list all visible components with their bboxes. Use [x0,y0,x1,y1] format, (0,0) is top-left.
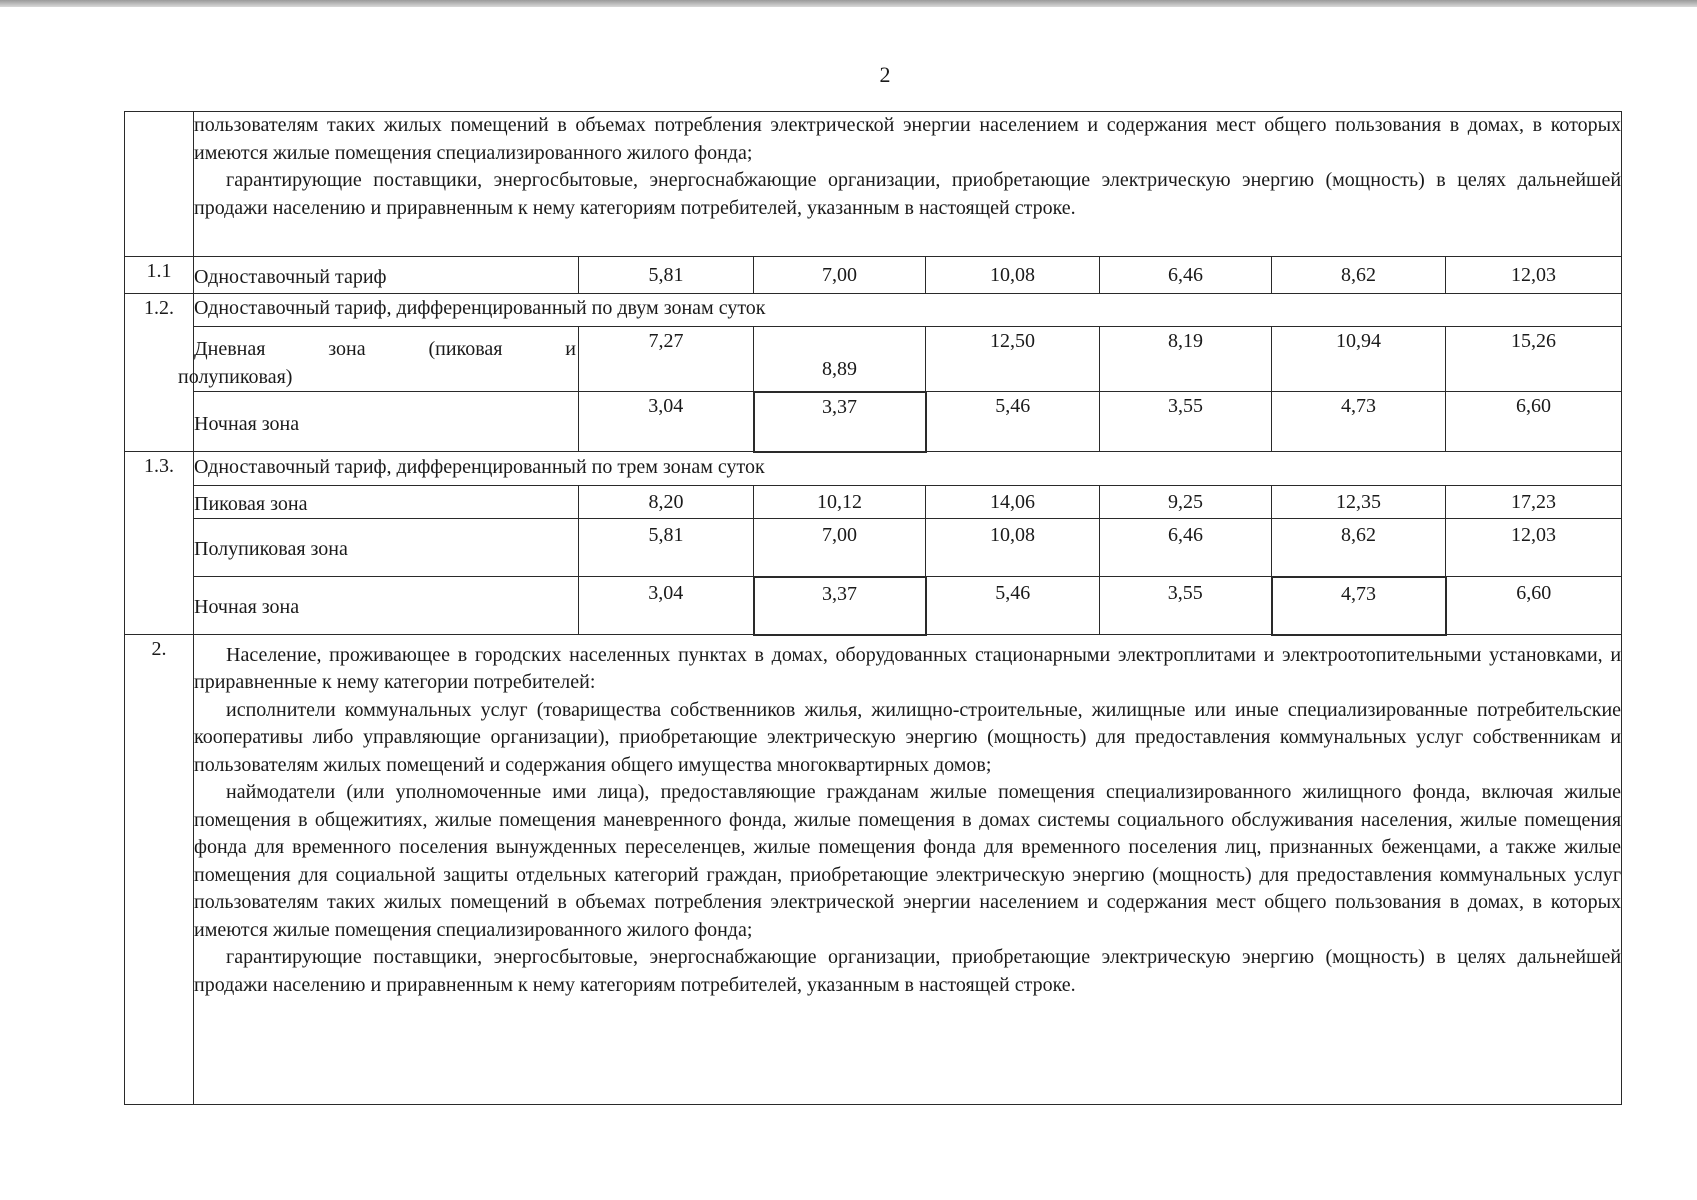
row-number: 1.2. [125,294,194,452]
section-title: Одноставочный тариф, дифференцированный по двум зонам суток [194,294,1622,327]
tariff-value: 10,94 [1272,327,1446,392]
table-row [125,112,1622,257]
tariff-value: 6,46 [1100,257,1272,294]
tariff-value: 12,03 [1446,519,1622,577]
tariff-value [754,327,926,392]
tariff-value: 5,81 [579,519,754,577]
row-number: 1.1 [125,257,194,294]
row-description [194,635,1622,1105]
tariff-value: 15,26 [1446,327,1622,392]
table-row [125,452,1622,486]
tariff-value: 12,03 [1446,257,1622,294]
page-number: 2 [879,62,891,87]
row-label: Пиковая зона [194,486,579,519]
tariff-value-text: 8,89 [822,358,857,380]
paragraph: Население, проживающее в городских населенных пунктах в домах, оборудованных стационарными электроплитами и электроотопительными установками, и приравненные к нему категории потребителей: [194,643,1622,693]
row-label: Ночная зона [194,577,579,635]
tariff-value: 3,04 [579,392,754,452]
label-word: Дневная [194,338,266,360]
label-word: зона [328,338,366,360]
row-number-empty [125,112,194,257]
tariff-table [124,111,1622,1105]
paragraph: гарантирующие поставщики, энергосбытовые, энергоснабжающие организации, приобретающие электрическую энергию (мощность) в целях дальнейшей продажи населению и приравненным к нему категориям потребителей, указанным в настоящей строке. [194,169,1622,219]
tariff-value: 7,27 [579,327,754,392]
table-row [125,257,1622,294]
row-description [194,112,1622,257]
tariff-value: 10,08 [926,257,1100,294]
paragraph: исполнители коммунальных услуг (товарищества собственников жилья, жилищно-строительные, жилищные или иные специализированные потребительские кооперативы либо управляющие организации), приобретающие электрическую энергию (мощность) для предоставления коммунальных услуг собственникам и пользователям жилых помещений и содержания общего имущества многоквартирных домов; [194,698,1622,776]
tariff-value: 10,12 [754,486,926,519]
tariff-value: 17,23 [1446,486,1622,519]
tariff-value: 6,60 [1446,577,1622,635]
row-label [178,327,579,392]
table-row [125,294,1622,327]
tariff-value: 3,37 [754,577,926,635]
tariff-value: 5,81 [579,257,754,294]
tariff-value: 6,60 [1446,392,1622,452]
tariff-value: 6,46 [1100,519,1272,577]
tariff-value: 10,08 [926,519,1100,577]
tariff-value: 9,25 [1100,486,1272,519]
paragraph: гарантирующие поставщики, энергосбытовые, энергоснабжающие организации, приобретающие электрическую энергию (мощность) в целях дальнейшей продажи населению и приравненным к нему категориям потребителей, указанным в настоящей строке. [194,946,1622,996]
tariff-value: 7,00 [754,257,926,294]
tariff-value: 7,00 [754,519,926,577]
paragraph: наймодатели (или уполномоченные ими лица), предоставляющие гражданам жилые помещения специализированного жилищного фонда, включая жилые помещения в общежитиях, жилые помещения маневренного фонда, жилые помещения в домах системы социального обслуживания населения, жилые помещения фонда для временного поселения вынужденных переселенцев, жилые помещения фонда для временного поселения лиц, признанных беженцами, а также жилые помещения для социальной защиты отдельных категорий граждан, приобретающие электрическую энергию (мощность) для предоставления коммунальных услуг пользователям таких жилых помещений в объемах потребления электрической энергии населением и содержания мест общего пользования в домах, в которых имеются жилые помещения специализированного жилого фонда; [194,781,1622,941]
row-label: Одноставочный тариф [194,257,579,294]
tariff-value: 8,20 [579,486,754,519]
row-number: 2. [125,635,194,1105]
paragraph: пользователям таких жилых помещений в объемах потребления электрической энергии населением и содержания мест общего пользования в домах, в которых имеются жилые помещения специализированного жилого фонда; [194,114,1622,164]
tariff-value: 3,04 [579,577,754,635]
label-line: полупиковая) [178,366,293,388]
section-title: Одноставочный тариф, дифференцированный по трем зонам суток [194,452,1622,486]
row-number: 1.3. [125,452,194,635]
tariff-value: 3,55 [1100,577,1272,635]
table-row [125,635,1622,1105]
table-row [125,519,1622,577]
table-row [125,392,1622,452]
row-label: Ночная зона [194,392,579,452]
tariff-value: 12,50 [926,327,1100,392]
label-word: (пиковая [428,338,503,360]
tariff-value: 8,19 [1100,327,1272,392]
tariff-value: 3,55 [1100,392,1272,452]
table-row [125,577,1622,635]
scan-edge [0,0,1697,7]
tariff-value: 8,62 [1272,519,1446,577]
tariff-value: 12,35 [1272,486,1446,519]
tariff-value: 5,46 [926,577,1100,635]
tariff-value: 4,73 [1272,577,1446,635]
table-row [125,327,1622,392]
table-row [125,486,1622,519]
row-label: Полупиковая зона [194,519,579,577]
tariff-value: 5,46 [926,392,1100,452]
tariff-value: 14,06 [926,486,1100,519]
label-word: и [565,338,576,360]
tariff-value: 8,62 [1272,257,1446,294]
tariff-value: 4,73 [1272,392,1446,452]
tariff-value: 3,37 [754,392,926,452]
